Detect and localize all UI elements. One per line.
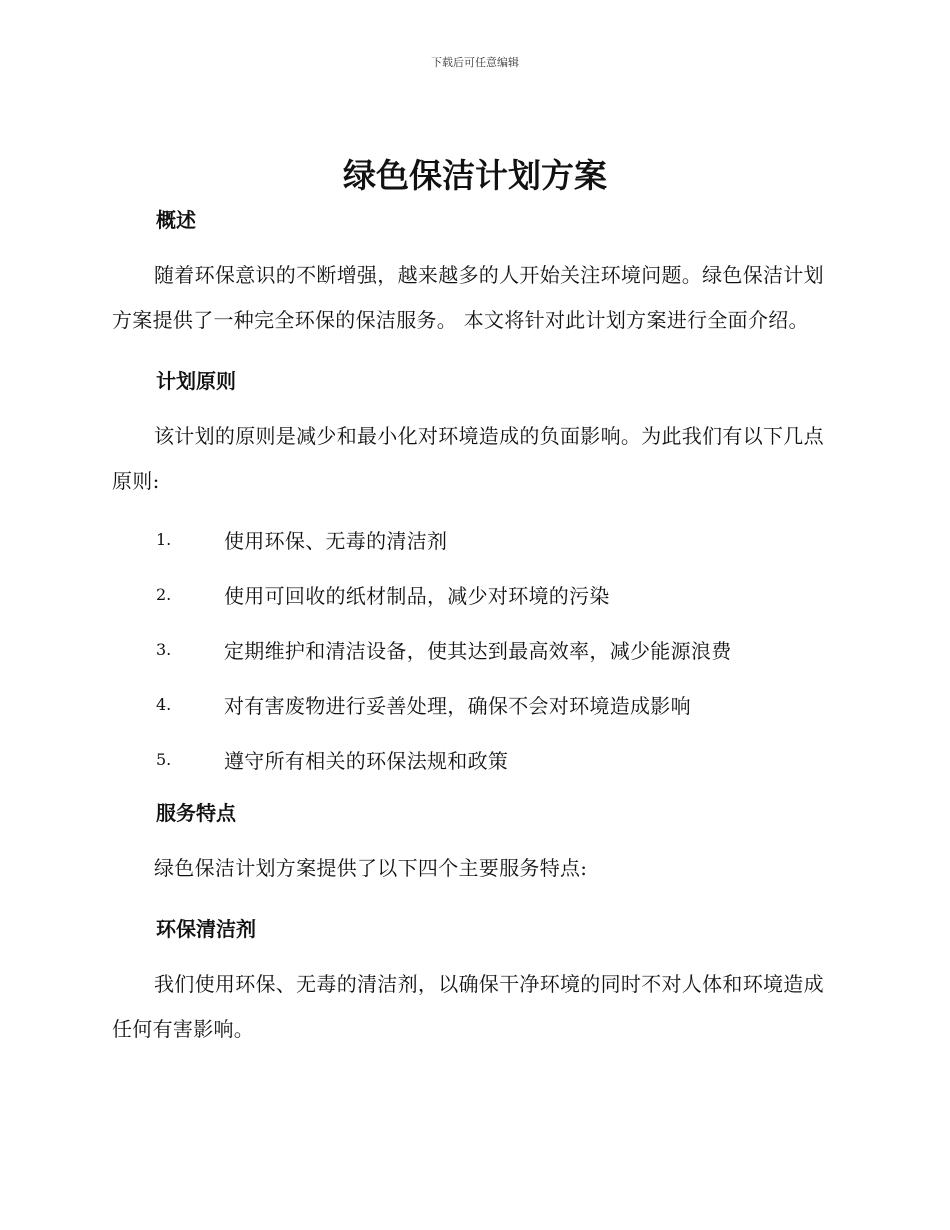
- list-item-text: 遵守所有相关的环保法规和政策: [224, 749, 509, 773]
- heading-overview: 概述: [156, 208, 196, 232]
- list-item: [112, 732, 838, 787]
- list-item: [112, 677, 838, 732]
- list-item: [112, 512, 838, 567]
- heading-features: 服务特点: [156, 801, 236, 825]
- list-item-text: 使用可回收的纸材制品，减少对环境的污染: [224, 584, 610, 608]
- paragraph-features: 绿色保洁计划方案提供了以下四个主要服务特点:: [154, 856, 588, 880]
- list-item-text: 对有害废物进行妥善处理，确保不会对环境造成影响: [224, 694, 691, 718]
- list-item-number: 2.: [156, 585, 172, 604]
- heading-eco-cleaner: 环保清洁剂: [156, 917, 256, 941]
- list-item: [112, 622, 838, 677]
- list-item-text: 定期维护和清洁设备，使其达到最高效率，减少能源浪费: [224, 639, 732, 663]
- list-item-number: 5.: [156, 750, 172, 769]
- paragraph-eco-cleaner: 我们使用环保、无毒的清洁剂，以确保干净环境的同时不对人体和环境造成任何有害影响。: [112, 972, 824, 1041]
- list-item-number: 4.: [156, 695, 172, 714]
- paragraph-overview: 随着环保意识的不断增强，越来越多的人开始关注环境问题。绿色保洁计划方案提供了一种完全环保的保洁服务。 本文将针对此计划方案进行全面介绍。: [112, 263, 824, 332]
- header-note: 下载后可任意编辑: [431, 56, 519, 69]
- list-item: [112, 567, 838, 622]
- paragraph-principles: 该计划的原则是减少和最小化对环境造成的负面影响。为此我们有以下几点原则:: [112, 424, 824, 493]
- list-item-text: 使用环保、无毒的清洁剂: [224, 529, 448, 553]
- document-title: 绿色保洁计划方案: [343, 156, 607, 195]
- list-item-number: 3.: [156, 640, 172, 659]
- heading-principles: 计划原则: [156, 369, 236, 393]
- list-item-number: 1.: [156, 530, 172, 549]
- principles-list: [112, 512, 838, 787]
- document-body: [112, 204, 838, 1052]
